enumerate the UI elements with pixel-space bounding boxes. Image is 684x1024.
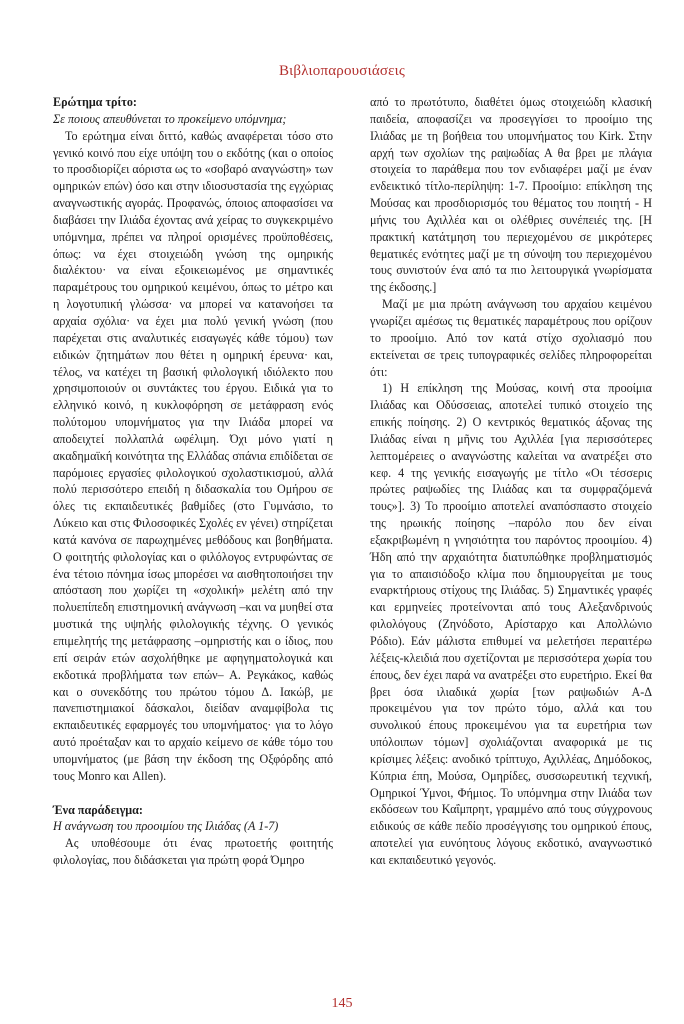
page-number: 145 (331, 996, 353, 1011)
body-paragraph: Το ερώτημα είναι διττό, καθώς αναφέρεται τόσο στο γενικό κοινό που είχε υπόψη του ο εκδότης (και ο οποίος το προσδιορίζει αόριστα ως το «σοβαρό αναγνώστη» των ομηρικών επών) όσο και στην ιδιοσυστασία της εγχώριας αναγνωστικής αγοράς. Προφανώς, όποιος αποφασίσει να διαβάσει την Ιλιάδα έχοντας ανά χείρας το συγκεκριμένο υπόμνημα, πρέπει να πληροί ορισμένες προϋποθέσεις, όπως: να έχει στοιχειώδη γνώση της ομηρικής διαλέκτου· να είναι εξοικειωμένος με σημαντικές παραμέτρους του ομηρικού κειμένου, όπως το μέτρο και η λογοτυπική γλώσσα· να μπορεί να κατανοήσει τα αρχαία σχόλια· να έχει μια πολύ γενική γνώση (που παρέχεται στις αναλυτικές εισαγωγές κάθε τόμου) των ειδικών ζητημάτων που θέτει η ομηρική έρευνα· και, τέλος, να κατέχει τη βασική φιλολογική ιδιόλεκτο που χρησιμοποιούν οι συντάκτες του έργου. Ειδικά για το ελληνικό κοινό, η κυκλοφόρηση σε μετάφραση ενός πολύτομου υπομνήματος για την Ιλιάδα μπορεί να αποδειχτεί πολλαπλά ωφέλιμη. Όχι μόνο γιατί η ακαδημαϊκή κοινότητα της Ελλάδας σπάνια επιδίδεται σε παρόμοιες εργασίες φιλολογικού σχολαστικισμού, αλλά πολύ περισσότερο επειδή η διδασκαλία του Ομήρου σε όλες τις εκπαιδευτικές βαθμίδες (στο Γυμνάσιο, το Λύκειο και στις Φιλοσοφικές Σχολές εν γένει) στηρίζεται κατά κανόνα σε παρωχημένες μεθόδους και βοηθήματα. Ο φοιτητής φιλολογίας και ο φιλόλογος εντρυφώντας σε ένα τέτοιο πόνημα ίσως μπορέσει να αισθητοποιήσει την απόσταση που χωρίζει τη «σχολική» μελέτη από την πολυεπίπεδη επιστημονική ανάγνωση –και να μυηθεί στα μυστικά της υψηλής φιλολογικής τέχνης. Ο γενικός επιμελητής της μετάφρασης –ομηριστής και ο ίδιος, που επί σειράν ετών ασχολήθηκε με αφηγηματολογικά και εκδοτικά προβλήματα των επών– Α. Ρεγκάκος, καθώς και ο συνεκδότης του πρώτου τόμου Δ. Ιακώβ, με πανεπιστημιακοί δάσκαλοι, διείδαν αναμφίβολα τις εκπαιδευτικές εφαρμογές του υπομνήματος· για το λόγο αυτό προέταξαν και το αρχαίο κείμενο σε κάθε τόμο του υπομνήματος (με βάση την έκδοση της Οξφόρδης από τους Monro και Allen). (53, 128, 333, 783)
section-heading-example: Ένα παράδειγμα: (53, 802, 143, 817)
left-column (53, 94, 333, 869)
running-header: Βιβλιοπαρουσιάσεις (278, 63, 406, 79)
paragraph-gap (53, 785, 333, 802)
body-paragraph: Ας υποθέσουμε ότι ένας πρωτοετής φοιτητής φιλολογίας, που διδάσκεται για πρώτη φορά Όμηρο (53, 836, 333, 868)
section-subheading-audience: Σε ποιους απευθύνεται το προκείμενο υπόμνημα; (53, 111, 287, 126)
body-paragraph: από το πρωτότυπο, διαθέτει όμως στοιχειώδη κλασική παιδεία, αποφασίζει να προσεγγίσει το προοίμιο της Ιλιάδας με τη βοήθεια του υπομνήματος του Kirk. Στην αρχή των σχολίων της ραψωδίας Α θα βρει με πλάγια στοιχεία το παράθεμα που τον ενδιαφέρει μαζί με έναν ενδεικτικό τίτλο-περίληψη: 1-7. Προοίμιο: επίκληση της Μούσας και προσδιορισμός του θέματος του ποιητή - Η μήνις του Αχιλλέα και οι ολέθριες συνέπειές της. [Η πρακτική κατάτμηση του περιεχομένου σε μικρότερες θεματικές ενότητες μαζί με τη σύνοψη του περιεχομένου τους συνιστούν ένα από τα πιο λειτουργικά γνωρίσματα της έκδοσης.] (370, 95, 652, 295)
section-subheading-prooemium: Η ανάγνωση του προοιμίου της Ιλιάδας (Α 1-7) (53, 819, 279, 834)
section-heading-question-three: Ερώτημα τρίτο: (53, 95, 137, 109)
right-column (370, 94, 652, 869)
body-paragraph: 1) Η επίκληση της Μούσας, κοινή στα προοίμια Ιλιάδας και Οδύσσειας, αποτελεί τυπικό στοιχείο της επικής ποίησης. 2) Ο κεντρικός θεματικός άξονας της Ιλιάδας είναι η μῆνις του Αχιλλέα [για περισσότερες λεπτομέρειες ο αναγνώστης καλείται να ανατρέξει στο κεφ. 4 της γενικής εισαγωγής με τίτλο «Οι τέσσερις πρώτες ραψωδίες της Ιλιάδας και τα συμφραζόμενά τους»]. 3) Το προοίμιο αποτελεί αναπόσπαστο στοιχείο της ηρωικής ποίησης –παρόλο που δεν είναι εξακριβωμένη η γνησιότητα του παρόντος προοιμίου. 4) Ήδη από την αρχαιότητα διατυπώθηκε προβληματισμός για το απαισιόδοξο κλίμα που δημιουργείται με τους εναρκτήριους στίχους της Ιλιάδας. 5) Σημαντικές γραφές και ερμηνείες προτείνονται από τους Αλεξανδρινούς φιλολόγους (Ζηνόδοτο, Αρίσταρχο και Απολλώνιο Ρόδιο). Εάν μάλιστα επιθυμεί να μελετήσει περαιτέρω λέξεις-κλειδιά που σχετίζονται με περισσότερα χωρία του έπους, δεν έχει παρά να ανατρέξει στο ευρετήριο. Εκεί θα βρει όσα ιλιαδικά χωρία [των ραψωδιών Α-Δ προκειμένου για τον πρώτο τόμο, αλλά και του συνολικού έπους προκειμένου για τα ευρετήρια των υπόλοιπων τόμων] σχολιάζονται αναφορικά με τις κρίσιμες λέξεις: ανοδικό τρίπτυχο, Αχιλλέας, Δημόδοκος, Κύπρια έπη, Μούσα, Ομηρίδες, συσσωρευτική τεχνική, Ομηρικοί Ύμνοι, Φήμιος. Το υπόμνημα στην Ιλιάδα των εκδόσεων του Καΐμπρητ, γραμμένο από τους σύγχρονους ειδικούς σε κάθε πεδίο προσέγγισης του ομηρικού έπους, αποτελεί για ευνόητους λόγους εκδοτικό, αναγνωστικό και εκπαιδευτικό γεγονός. (370, 381, 652, 867)
body-paragraph: Μαζί με μια πρώτη ανάγνωση του αρχαίου κειμένου γνωρίζει αμέσως τις θεματικές παραμέτρους που ορίζουν το προοίμιο. Από τον κατά στίχο σχολιασμό που εκτείνεται σε τρεις τυπογραφικές σελίδες πληροφορείται ότι: (370, 297, 652, 379)
